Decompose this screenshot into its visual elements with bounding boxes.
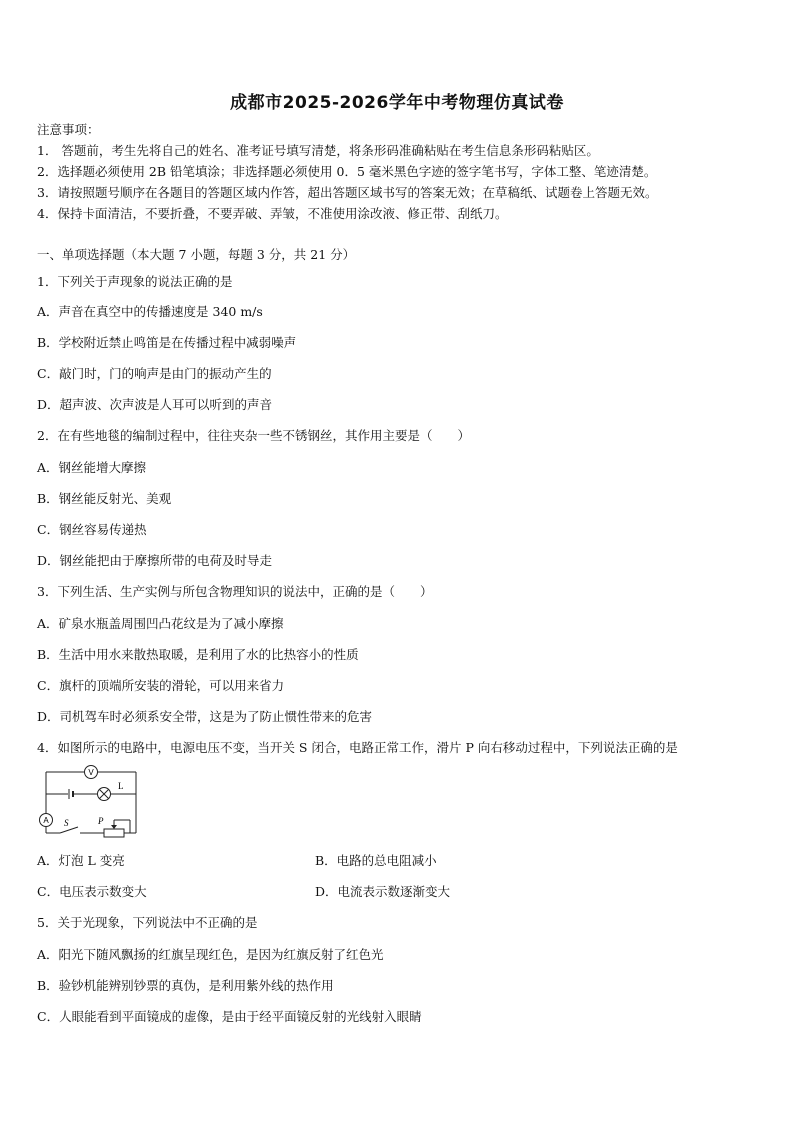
question-option: A．阳光下随风飘扬的红旗呈现红色，是因为红旗反射了红色光 [37, 947, 384, 962]
ammeter-label: A [43, 816, 49, 825]
circuit-diagram [38, 764, 146, 840]
voltmeter-label: V [88, 768, 94, 777]
question-stem: 3．下列生活、生产实例与所包含物理知识的说法中，正确的是（ ） [37, 584, 433, 599]
notice-item: 2．选择题必须使用 2B 铅笔填涂；非选择题必须使用 0．5 毫米黑色字迹的签字笔书写，字体工整、笔迹清楚。 [37, 164, 657, 179]
question-stem: 1．下列关于声现象的说法正确的是 [37, 274, 233, 289]
slider-arrow-icon [111, 825, 117, 829]
page-title: 成都市2025-2026学年中考物理仿真试卷 [230, 93, 564, 113]
question-stem: 4．如图所示的电路中，电源电压不变，当开关 S 闭合，电路正常工作，滑片 P 向右移动过程中，下列说法正确的是 [37, 740, 678, 755]
question-option: A．声音在真空中的传播速度是 340 m/s [37, 304, 263, 319]
question-stem: 5．关于光现象，下列说法中不正确的是 [37, 915, 258, 930]
notice-item: 3．请按照题号顺序在各题目的答题区域内作答，超出答题区域书写的答案无效；在草稿纸、试题卷上答题无效。 [37, 185, 658, 200]
question-option: A．灯泡 L 变亮 [37, 853, 125, 868]
notice-heading: 注意事项： [37, 122, 100, 137]
question-option: B．生活中用水来散热取暖，是利用了水的比热容小的性质 [37, 647, 359, 662]
question-option: B．学校附近禁止鸣笛是在传播过程中减弱噪声 [37, 335, 297, 350]
question-option: A．矿泉水瓶盖周围凹凸花纹是为了减小摩擦 [37, 616, 284, 631]
question-option: C．旗杆的顶端所安装的滑轮，可以用来省力 [37, 678, 285, 693]
switch-label: S [64, 818, 69, 828]
question-option: B．验钞机能辨别钞票的真伪，是利用紫外线的热作用 [37, 978, 334, 993]
question-option: C．人眼能看到平面镜成的虚像，是由于经平面镜反射的光线射入眼睛 [37, 1009, 422, 1024]
question-stem: 2．在有些地毯的编制过程中，往往夹杂一些不锈钢丝，其作用主要是（ ） [37, 428, 470, 443]
question-option: B．电路的总电阻减小 [315, 853, 437, 868]
notice-item: 4．保持卡面清洁，不要折叠，不要弄破、弄皱，不准使用涂改液、修正带、刮纸刀。 [37, 206, 508, 221]
question-option: C．敲门时，门的响声是由门的振动产生的 [37, 366, 272, 381]
question-option: D．司机驾车时必须系安全带，这是为了防止惯性带来的危害 [37, 709, 373, 724]
question-option: D．钢丝能把由于摩擦所带的电荷及时导走 [37, 553, 273, 568]
notice-item: 1． 答题前，考生先将自己的姓名、准考证号填写清楚，将条形码准确粘贴在考生信息条形码粘贴区。 [37, 143, 599, 158]
question-option: C．钢丝容易传递热 [37, 522, 147, 537]
question-option: C．电压表示数变大 [37, 884, 147, 899]
question-option: B．钢丝能反射光、美观 [37, 491, 172, 506]
question-option: A．钢丝能增大摩擦 [37, 460, 147, 475]
question-option: D．超声波、次声波是人耳可以听到的声音 [37, 397, 273, 412]
lamp-label: L [118, 781, 124, 791]
slider-label: P [98, 816, 104, 826]
question-option: D．电流表示数逐渐变大 [315, 884, 451, 899]
section-heading: 一、单项选择题（本大题 7 小题，每题 3 分，共 21 分） [37, 247, 356, 262]
